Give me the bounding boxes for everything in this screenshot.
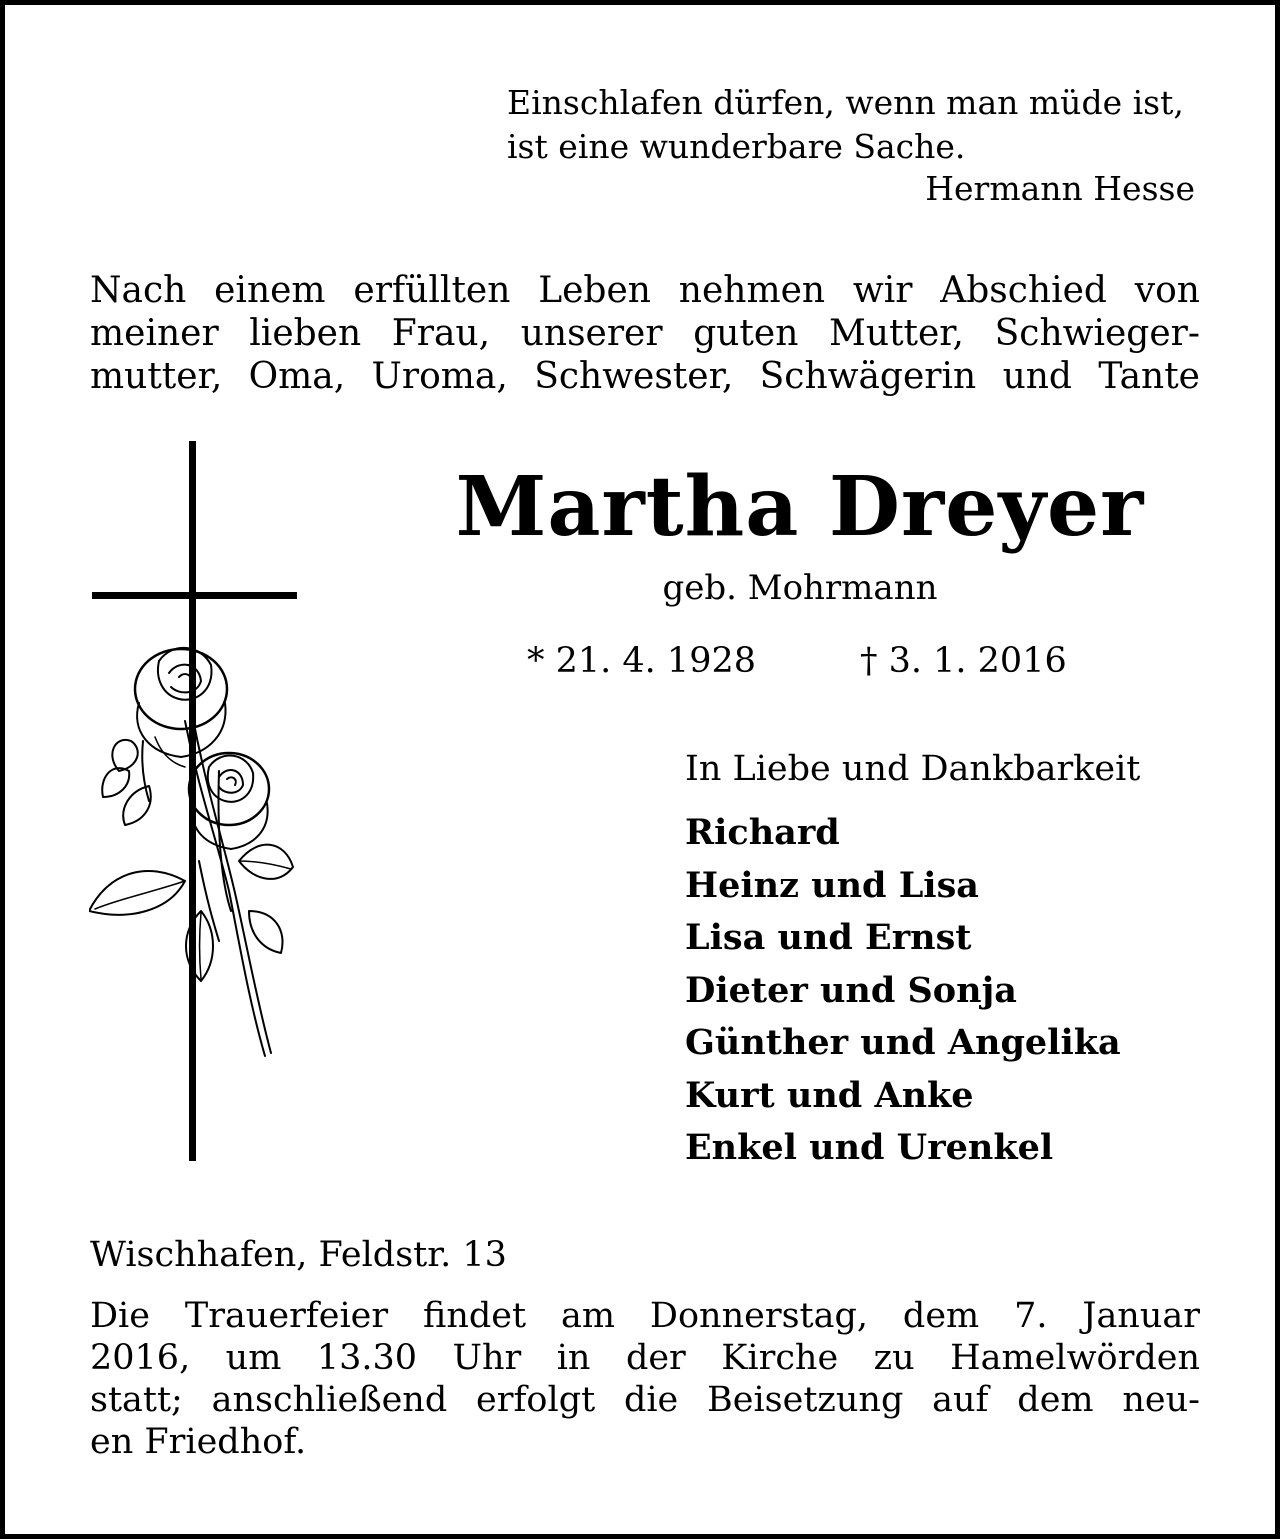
mourners-intro: In Liebe und Dankbarkeit: [685, 749, 1141, 789]
mourner-name: Lisa und Ernst: [685, 917, 972, 958]
birth-name: geb. Mohrmann: [662, 568, 938, 608]
ceremony-line: 2016, um 13.30 Uhr in der Kirche zu Hamelwörden: [90, 1338, 1200, 1378]
ceremony-line: statt; anschließend erfolgt die Beisetzung auf dem neu-: [90, 1380, 1200, 1420]
mourners-list: [685, 807, 1121, 1175]
mourner-name: Enkel und Urenkel: [685, 1127, 1054, 1168]
ceremony-line: en Friedhof.: [90, 1422, 307, 1462]
quote-line: ist eine wunderbare Sache.: [507, 127, 966, 166]
mourner-name: Günther und Angelika: [685, 1022, 1121, 1063]
mourner-name: Kurt und Anke: [685, 1074, 974, 1116]
quote: [507, 81, 1207, 169]
ceremony-line: Die Trauerfeier findet am Donnerstag, dem 7. Januar: [90, 1296, 1200, 1336]
mourner-name: Dieter und Sonja: [685, 969, 1017, 1011]
mourner-name: Heinz und Lisa: [685, 864, 979, 906]
intro-text: [90, 269, 1200, 398]
cross-with-roses-icon: [89, 441, 301, 1161]
intro-line: mutter, Oma, Uroma, Schwester, Schwägerin und Tante: [90, 356, 1200, 397]
intro-line: Nach einem erfüllten Leben nehmen wir Abschied von: [90, 270, 1200, 311]
deceased-name: Martha Dreyer: [455, 459, 1145, 555]
death-date: † 3. 1. 2016: [860, 641, 1067, 681]
ceremony-text: [90, 1295, 1200, 1463]
birth-date: * 21. 4. 1928: [527, 641, 757, 681]
intro-line: meiner lieben Frau, unserer guten Mutter, Schwieger-: [90, 313, 1200, 354]
quote-line: Einschlafen dürfen, wenn man müde ist,: [507, 83, 1184, 122]
quote-author: Hermann Hesse: [925, 169, 1195, 208]
address: Wischhafen, Feldstr. 13: [90, 1235, 507, 1275]
mourner-name: Richard: [685, 812, 840, 853]
